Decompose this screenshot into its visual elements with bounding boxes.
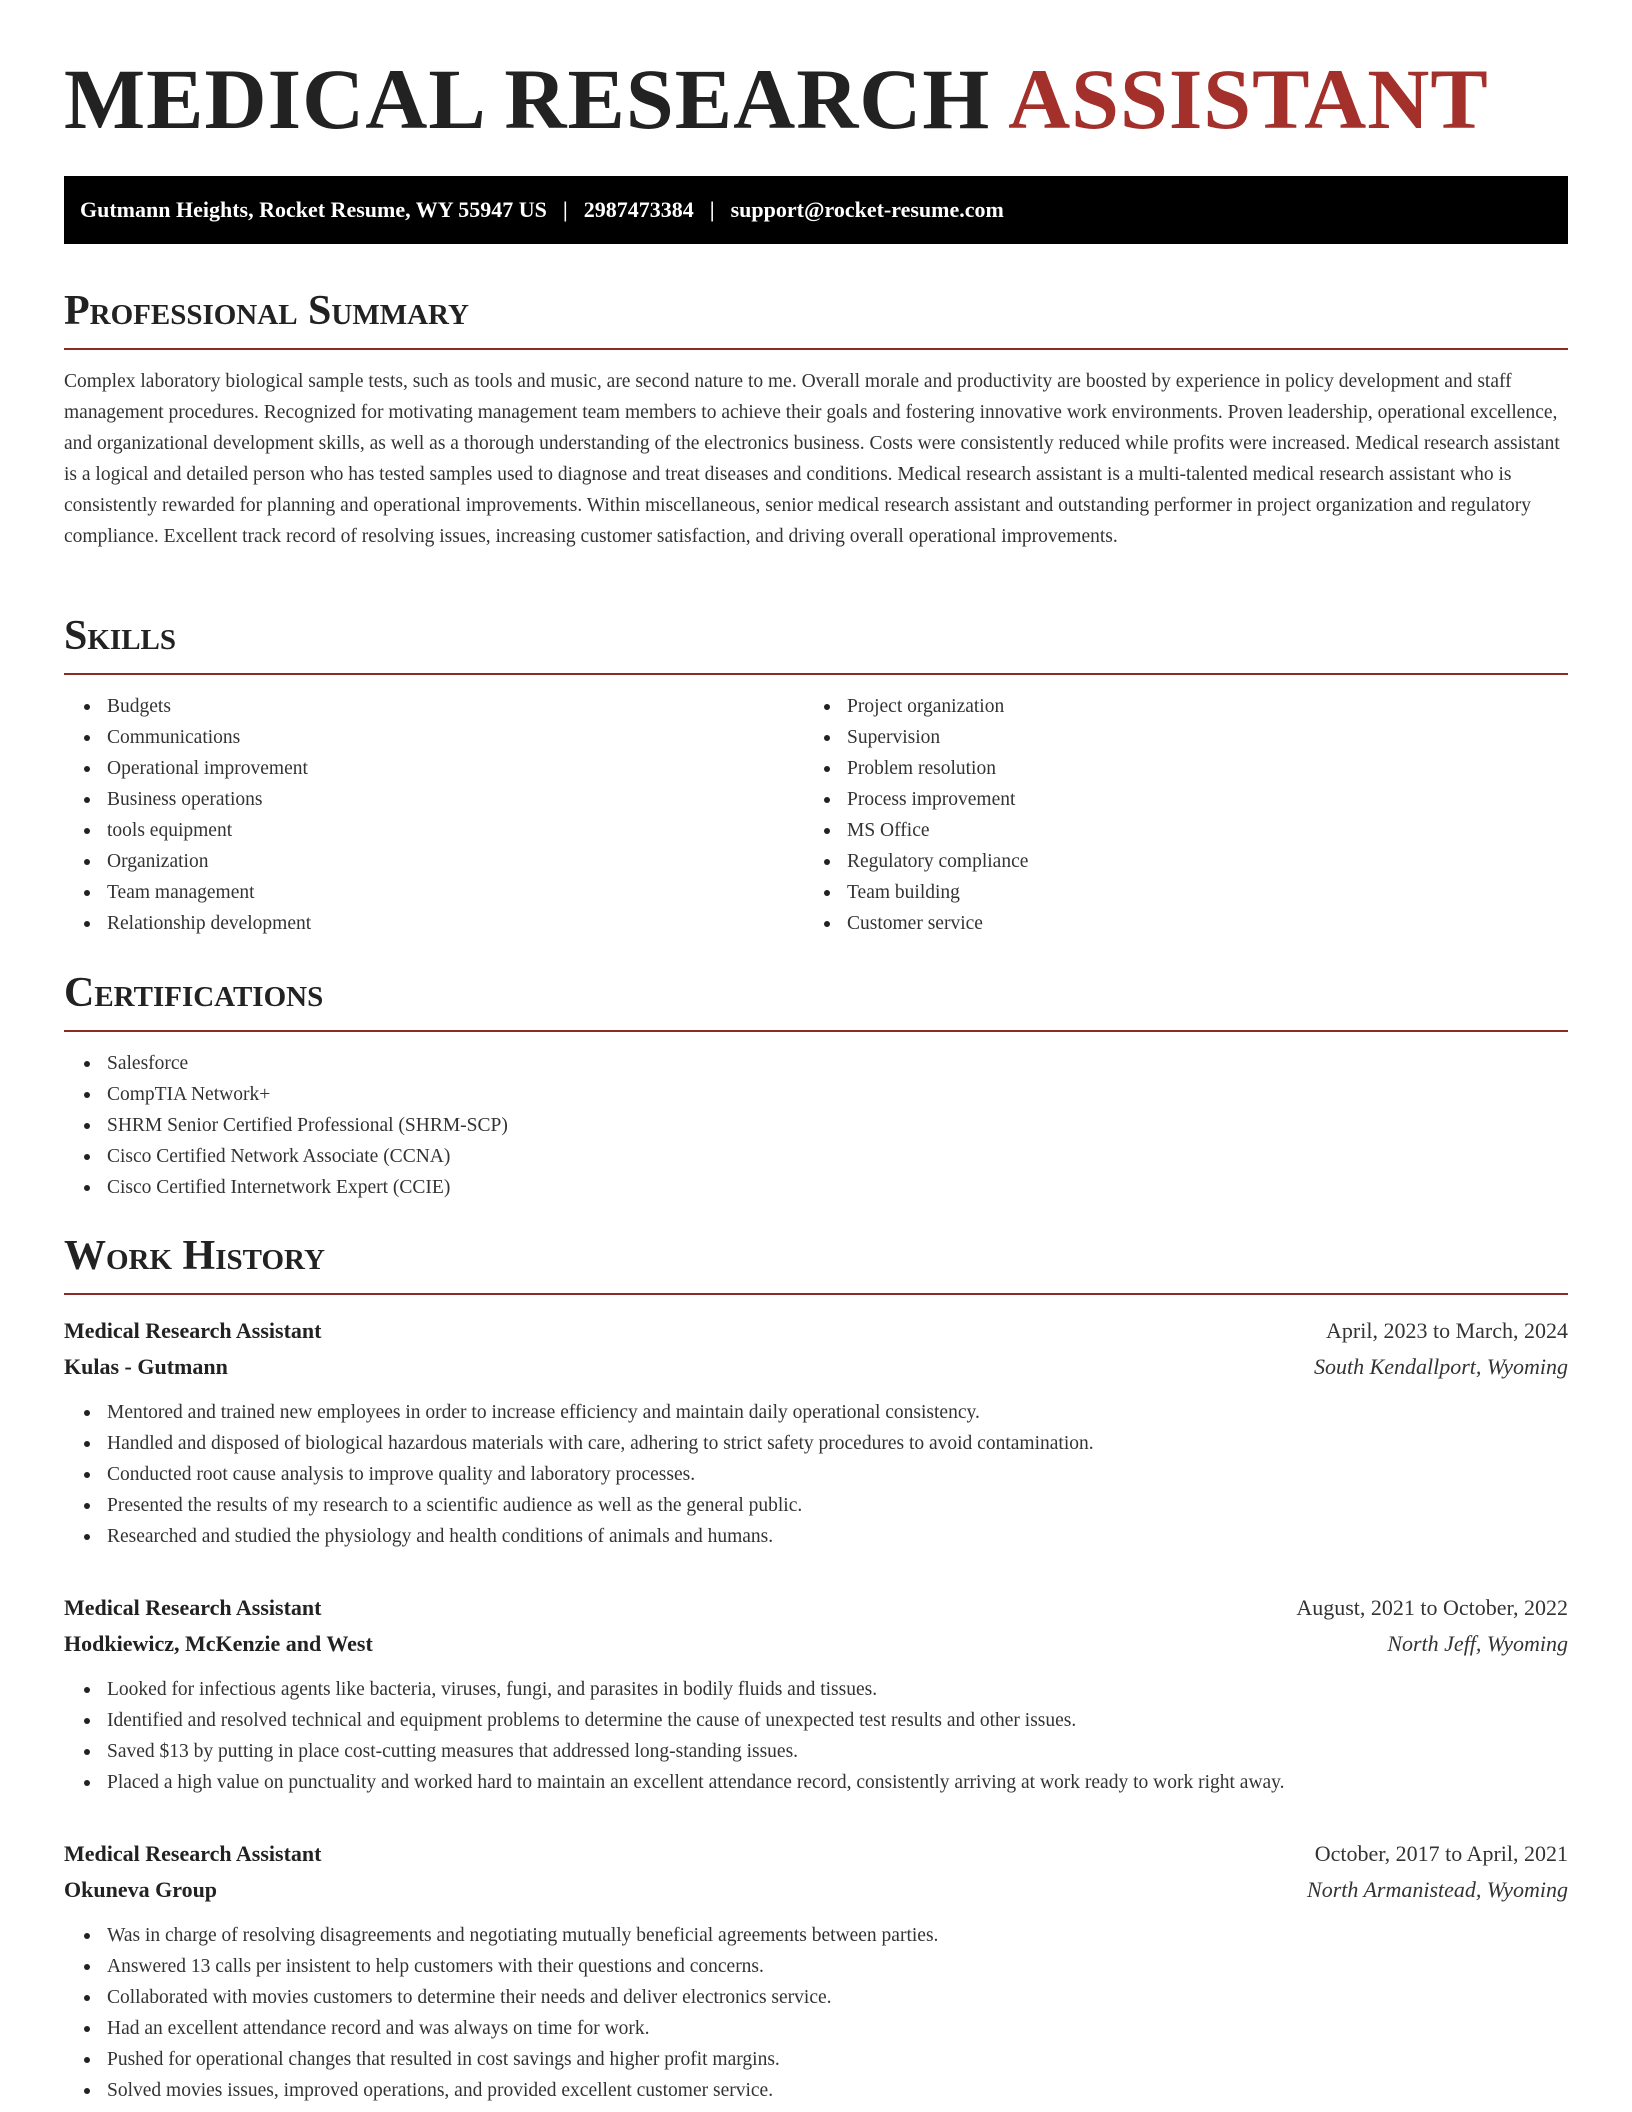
work-history-section: [64, 1235, 1568, 2106]
job-bullet: Saved $13 by putting in place cost-cutting measures that addressed long-standing issues.: [64, 1736, 1568, 1767]
job-dates: October, 2017 to April, 2021: [1314, 1841, 1568, 1866]
skills-columns: [64, 691, 1568, 939]
job-bullets: [64, 1674, 1568, 1798]
job-bullet: Solved movies issues, improved operations, and provided excellent customer service.: [64, 2075, 1568, 2106]
skill-item: Business operations: [64, 784, 804, 815]
certification-item: Cisco Certified Network Associate (CCNA): [64, 1141, 1568, 1172]
section-heading: Work History: [64, 1235, 1568, 1295]
skill-item: MS Office: [804, 815, 1544, 846]
job-bullet: Was in charge of resolving disagreements and negotiating mutually beneficial agreements between parties.: [64, 1920, 1568, 1951]
certification-item: Cisco Certified Internetwork Expert (CCIE): [64, 1172, 1568, 1203]
job-header-row: [64, 1313, 1568, 1349]
skill-item: Communications: [64, 722, 804, 753]
jobs-list: [64, 1313, 1568, 2106]
skill-item: Operational improvement: [64, 753, 804, 784]
contact-separator: |: [709, 197, 715, 222]
certifications-section: [64, 972, 1568, 1203]
certification-item: SHRM Senior Certified Professional (SHRM-SCP): [64, 1110, 1568, 1141]
certification-item: Salesforce: [64, 1048, 1568, 1079]
job-bullet: Looked for infectious agents like bacteria, viruses, fungi, and parasites in bodily fluids and tissues.: [64, 1674, 1568, 1705]
job-bullet: Researched and studied the physiology and health conditions of animals and humans.: [64, 1521, 1568, 1552]
job-entry: [64, 1313, 1568, 1552]
certifications-list: [64, 1048, 1568, 1203]
job-bullet: Placed a high value on punctuality and worked hard to maintain an excellent attendance record, consistently arriving at work ready to work right away.: [64, 1767, 1568, 1798]
job-bullet: Had an excellent attendance record and was always on time for work.: [64, 2013, 1568, 2044]
job-bullet: Handled and disposed of biological hazardous materials with care, adhering to strict safety procedures to avoid contamination.: [64, 1428, 1568, 1459]
job-company-row: [64, 1626, 1568, 1662]
skill-item: tools equipment: [64, 815, 804, 846]
skill-item: Supervision: [804, 722, 1544, 753]
job-bullets: [64, 1397, 1568, 1552]
job-company: Okuneva Group: [64, 1877, 218, 1902]
job-location: South Kendallport, Wyoming: [1313, 1354, 1568, 1379]
job-bullet: Presented the results of my research to a scientific audience as well as the general public.: [64, 1490, 1568, 1521]
job-dates: August, 2021 to October, 2022: [1296, 1595, 1568, 1620]
skills-list-left: [64, 691, 804, 939]
skill-item: Team building: [804, 877, 1544, 908]
job-company-row: [64, 1349, 1568, 1385]
job-title: Medical Research Assistant: [64, 1318, 322, 1343]
section-heading: Skills: [64, 615, 1568, 675]
job-entry: [64, 1590, 1568, 1798]
job-location: North Armanistead, Wyoming: [1307, 1877, 1568, 1902]
skill-item: Team management: [64, 877, 804, 908]
contact-bar: [64, 176, 1568, 244]
section-heading: Certifications: [64, 972, 1568, 1032]
summary-text: Complex laboratory biological sample tests, such as tools and music, are second nature to me. Overall morale and productivity are boosted by experience in policy development and staff management procedures. Recognized for motivating management team members to achieve their goals and fostering innovative work environments. Proven leadership, operational excellence, and organizational development skills, as well as a thorough understanding of the electronics business. Costs were consistently reduced while profits were increased. Medical research assistant is a logical and detailed person who has tested samples used to diagnose and treat diseases and conditions. Medical research assistant is a multi-talented medical research assistant who is consistently rewarded for planning and operational improvements. Within miscellaneous, senior medical research assistant and outstanding performer in project organization and regulatory compliance. Excellent track record of resolving issues, increasing customer satisfaction, and driving overall operational improvements.: [64, 371, 1560, 547]
section-heading: Professional Summary: [64, 290, 1568, 350]
job-bullet: Pushed for operational changes that resulted in cost savings and higher profit margins.: [64, 2044, 1568, 2075]
contact-phone: 2987473384: [583, 197, 694, 222]
job-header-row: [64, 1590, 1568, 1626]
job-bullet: Collaborated with movies customers to determine their needs and deliver electronics service.: [64, 1982, 1568, 2013]
skill-item: Project organization: [804, 691, 1544, 722]
job-title: Medical Research Assistant: [64, 1595, 322, 1620]
title-accent: ASSISTANT: [1008, 51, 1489, 147]
skill-item: Regulatory compliance: [804, 846, 1544, 877]
job-bullets: [64, 1920, 1568, 2106]
job-bullet: Identified and resolved technical and equipment problems to determine the cause of unexpected test results and other issues.: [64, 1705, 1568, 1736]
job-header-row: [64, 1836, 1568, 1872]
job-company: Hodkiewicz, McKenzie and West: [64, 1631, 373, 1656]
contact-email: support@rocket-resume.com: [730, 197, 1004, 222]
job-bullet: Answered 13 calls per insistent to help customers with their questions and concerns.: [64, 1951, 1568, 1982]
skill-item: Organization: [64, 846, 804, 877]
contact-separator: |: [562, 197, 568, 222]
contact-address: Gutmann Heights, Rocket Resume, WY 55947 US: [80, 197, 547, 222]
title-main: MEDICAL RESEARCH: [64, 51, 991, 147]
job-entry: [64, 1836, 1568, 2106]
skill-item: Budgets: [64, 691, 804, 722]
job-location: North Jeff, Wyoming: [1387, 1631, 1568, 1656]
skill-item: Relationship development: [64, 908, 804, 939]
job-bullet: Mentored and trained new employees in order to increase efficiency and maintain daily operational consistency.: [64, 1397, 1568, 1428]
certification-item: CompTIA Network+: [64, 1079, 1568, 1110]
skills-list-right: [804, 691, 1544, 939]
skills-section: [64, 615, 1568, 939]
job-title: Medical Research Assistant: [64, 1841, 322, 1866]
skill-item: Problem resolution: [804, 753, 1544, 784]
summary-section: [64, 290, 1568, 552]
skill-item: Process improvement: [804, 784, 1544, 815]
job-company: Kulas - Gutmann: [64, 1354, 228, 1379]
job-bullet: Conducted root cause analysis to improve quality and laboratory processes.: [64, 1459, 1568, 1490]
job-dates: April, 2023 to March, 2024: [1326, 1318, 1568, 1343]
job-company-row: [64, 1872, 1568, 1908]
resume-title: [64, 51, 1489, 147]
skill-item: Customer service: [804, 908, 1544, 939]
